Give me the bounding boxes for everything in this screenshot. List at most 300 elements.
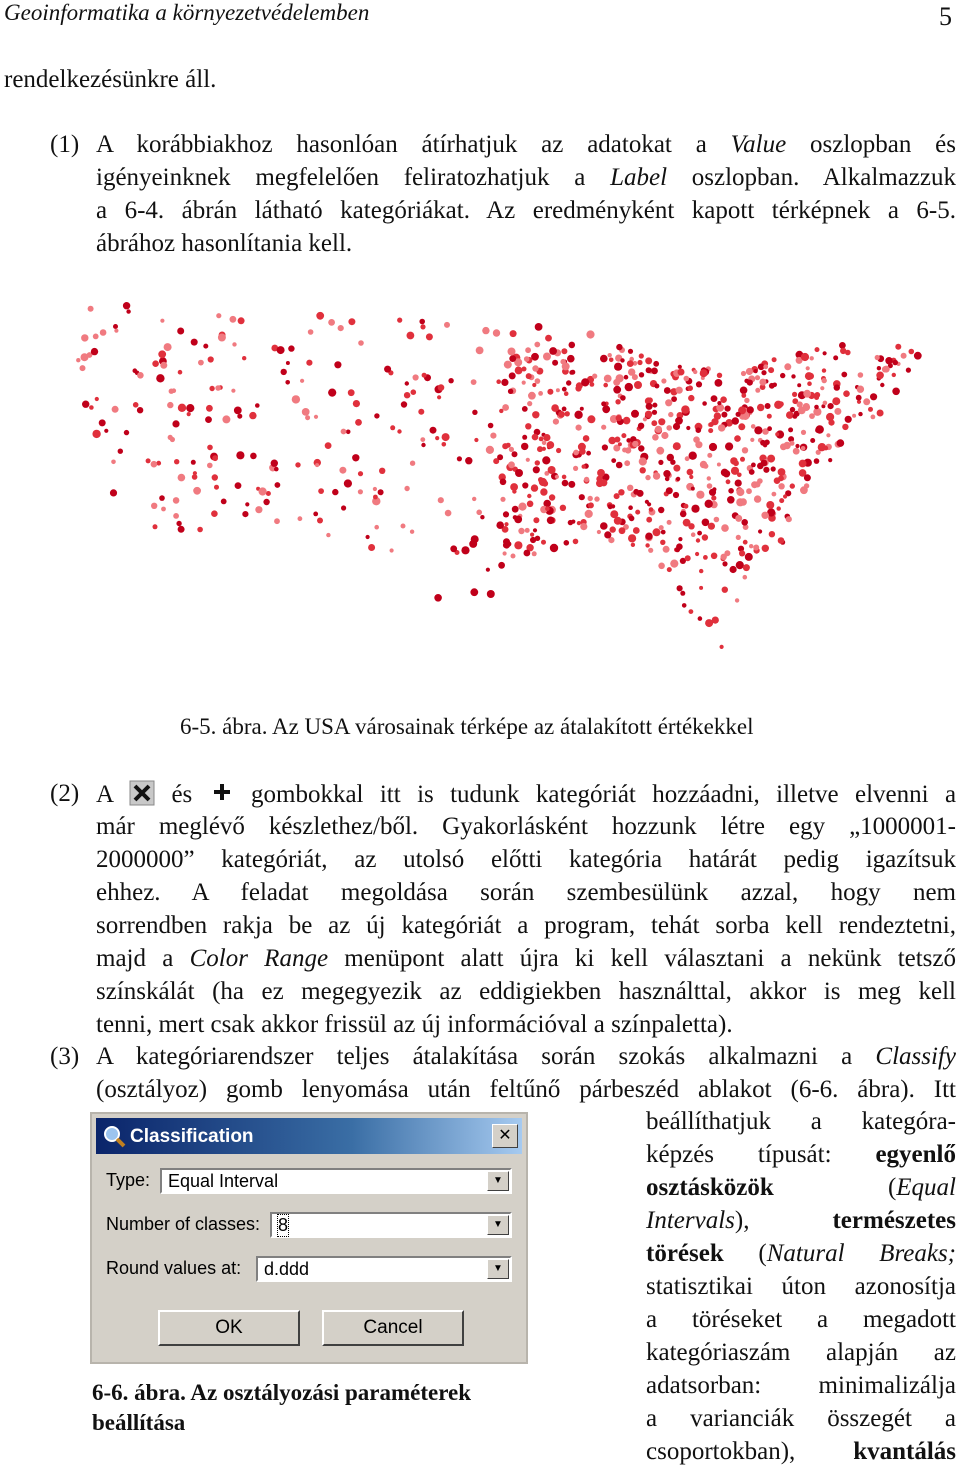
city-dot: [532, 411, 539, 418]
city-dot: [426, 333, 433, 340]
city-dot: [222, 415, 230, 423]
city-dot: [815, 347, 820, 352]
step2-number: (2): [50, 780, 80, 807]
city-dot: [858, 372, 864, 378]
city-dot: [535, 536, 540, 541]
city-dot: [397, 429, 401, 433]
city-dot: [877, 410, 884, 417]
city-dot: [81, 353, 89, 361]
city-dot: [379, 468, 385, 474]
city-dot: [661, 378, 666, 383]
chevron-down-icon[interactable]: ▼: [487, 1259, 509, 1279]
city-dot: [100, 329, 107, 336]
city-dot: [513, 515, 518, 520]
city-dot: [720, 396, 727, 403]
city-dot: [317, 518, 323, 524]
city-dot: [498, 562, 505, 569]
city-dot: [774, 477, 781, 484]
city-dot: [628, 368, 635, 375]
city-dot: [707, 476, 711, 480]
city-dot: [565, 411, 570, 416]
step3-right-line1: beállíthatjuk a kategóra-: [646, 1108, 956, 1135]
city-dot: [614, 517, 622, 525]
step3-line1: A kategóriarendszer teljes átalakítása során szokás alkalmazni a Classify: [96, 1043, 956, 1070]
city-dot: [755, 388, 760, 393]
city-dot: [740, 387, 748, 395]
city-dot: [444, 322, 450, 328]
city-dot: [532, 365, 538, 371]
city-dot: [743, 575, 748, 580]
city-dot: [653, 528, 661, 536]
city-dot: [259, 487, 267, 495]
city-dot: [739, 550, 745, 556]
city-dot: [112, 406, 119, 413]
city-dot: [568, 520, 573, 525]
city-dot: [858, 412, 862, 416]
city-dot: [823, 351, 827, 355]
city-dot: [658, 507, 664, 513]
city-dot: [488, 423, 494, 429]
city-dot: [302, 408, 310, 416]
city-dot: [740, 498, 747, 505]
city-dot: [837, 439, 845, 447]
city-dot: [678, 365, 682, 369]
city-dot: [221, 499, 227, 505]
city-dot: [537, 446, 543, 452]
city-dot: [178, 526, 185, 533]
city-dot: [628, 505, 633, 510]
city-dot: [780, 373, 785, 378]
city-dot: [702, 401, 707, 406]
city-dot: [616, 415, 622, 421]
city-dot: [524, 550, 531, 557]
city-dot: [588, 496, 593, 501]
city-dot: [689, 452, 697, 460]
city-dot: [671, 396, 677, 402]
city-dot: [699, 586, 703, 590]
chevron-down-icon[interactable]: ▼: [487, 1171, 509, 1191]
city-dot: [313, 512, 318, 517]
city-dot: [164, 343, 172, 351]
city-dot: [666, 487, 673, 494]
city-dot: [390, 425, 395, 430]
city-dot: [639, 457, 647, 465]
city-dot: [161, 507, 166, 512]
city-dot: [680, 591, 685, 596]
city-dot: [645, 533, 652, 540]
city-dot: [328, 319, 335, 326]
city-dot: [709, 489, 716, 496]
city-dot: [717, 463, 721, 467]
city-dot: [573, 539, 579, 545]
city-dot: [746, 368, 753, 375]
city-dot: [457, 456, 462, 461]
city-dot: [892, 388, 900, 396]
city-dot: [208, 356, 214, 362]
classes-select[interactable]: 8 ▼: [270, 1212, 512, 1238]
city-dot: [275, 482, 281, 488]
city-dot: [733, 460, 739, 466]
type-select[interactable]: Equal Interval ▼: [160, 1168, 512, 1194]
city-dot: [667, 520, 672, 525]
city-dot: [615, 399, 620, 404]
city-dot: [587, 415, 595, 423]
city-dot: [623, 417, 631, 425]
city-dot: [735, 598, 739, 602]
city-dot: [675, 547, 680, 552]
city-dot: [663, 546, 670, 553]
city-dot: [658, 460, 663, 465]
city-dot: [508, 461, 515, 468]
city-dot: [373, 487, 377, 491]
city-dot: [852, 414, 856, 418]
city-dot: [562, 475, 567, 480]
city-dot: [332, 489, 338, 495]
city-dot: [274, 467, 279, 472]
step2-line3: 2000000” kategóriát, az utolsó előtti kategória határát pedig igazítsuk: [96, 846, 956, 873]
city-dot: [689, 609, 694, 614]
city-dot: [418, 409, 424, 415]
city-dot: [721, 524, 729, 532]
city-dot: [566, 380, 571, 385]
city-dot: [374, 413, 379, 418]
city-dot: [742, 447, 748, 453]
city-dot: [744, 379, 749, 384]
city-dot: [723, 470, 730, 477]
city-dot: [487, 590, 495, 598]
city-dot: [792, 392, 797, 397]
city-dot: [810, 356, 814, 360]
city-dot: [547, 517, 555, 525]
step3-number: (3): [50, 1043, 80, 1070]
city-dot: [404, 392, 410, 398]
city-dot: [840, 348, 846, 354]
city-dot: [610, 526, 616, 532]
city-dot: [814, 392, 820, 398]
city-dot: [828, 458, 832, 462]
city-dot: [353, 400, 360, 407]
city-dot: [906, 368, 911, 373]
city-dot: [235, 482, 242, 489]
city-dot: [438, 384, 445, 391]
city-dot: [814, 405, 819, 410]
city-dot: [803, 390, 811, 398]
classes-label: Number of classes:: [106, 1214, 261, 1234]
running-header: Geoinformatika a környezetvédelemben: [4, 0, 370, 25]
city-dot: [750, 438, 754, 442]
city-dot: [230, 316, 237, 323]
city-dot: [758, 529, 762, 533]
city-dot: [480, 515, 484, 519]
city-dot: [681, 405, 689, 413]
step1-line2: igényeinknek megfelelően feliratozhatjuk a Label oszlopban. Alkalmazzuk: [96, 164, 957, 191]
city-dot: [234, 407, 242, 415]
city-dot: [530, 533, 534, 537]
city-dot: [358, 471, 363, 476]
city-dot: [780, 443, 787, 450]
city-dot: [543, 434, 550, 441]
city-dot: [882, 366, 888, 372]
city-dot: [822, 378, 827, 383]
city-dot: [646, 367, 652, 373]
city-dot: [619, 527, 626, 534]
city-dot: [502, 443, 508, 449]
city-dot: [625, 383, 633, 391]
city-dot: [645, 357, 652, 364]
city-dot: [676, 477, 680, 481]
city-dot: [689, 475, 693, 479]
city-dot: [411, 389, 417, 395]
city-dot: [609, 358, 614, 363]
city-dot: [871, 415, 876, 420]
city-dot: [236, 451, 244, 459]
city-dot: [665, 399, 672, 406]
city-dot: [868, 407, 873, 412]
city-dot: [410, 530, 414, 534]
city-dot: [156, 374, 164, 382]
step2-line8: tenni, mert csak akkor frissül az új információval a színpaletta).: [96, 1011, 733, 1038]
city-dot: [420, 437, 425, 442]
city-dot: [749, 544, 753, 548]
city-dot: [645, 411, 652, 418]
city-dot: [486, 568, 490, 572]
city-dot: [515, 469, 523, 477]
city-dot: [687, 385, 693, 391]
city-dot: [600, 355, 608, 363]
city-dot: [551, 404, 559, 412]
city-dot: [348, 389, 355, 396]
city-dot: [540, 488, 547, 495]
close-button[interactable]: ✕: [492, 1124, 518, 1148]
city-dot: [709, 443, 717, 451]
city-dot: [146, 458, 151, 463]
city-dot: [358, 489, 363, 494]
city-dot: [651, 368, 658, 375]
city-dot: [91, 348, 98, 355]
city-dot: [653, 361, 659, 367]
city-dot: [711, 553, 718, 560]
city-dot: [482, 327, 489, 334]
city-dot: [726, 479, 731, 484]
city-dot: [231, 389, 235, 393]
city-dot: [568, 481, 575, 488]
city-dot: [645, 475, 650, 480]
city-dot: [499, 409, 503, 413]
city-dot: [172, 420, 179, 427]
city-dot: [725, 406, 731, 412]
city-dot: [437, 395, 441, 399]
city-dot: [512, 489, 516, 493]
city-dot: [206, 405, 213, 412]
city-dot: [744, 398, 749, 403]
city-dot: [696, 427, 702, 433]
add-category-icon: [209, 780, 235, 806]
city-dot: [727, 496, 735, 504]
city-dot: [581, 378, 589, 386]
city-dot: [168, 435, 173, 440]
city-dot: [547, 389, 553, 395]
city-dot: [693, 436, 700, 443]
city-dot: [151, 461, 158, 468]
city-dot: [326, 533, 330, 537]
city-dot: [518, 528, 524, 534]
city-dot: [683, 519, 691, 527]
city-dot: [255, 403, 260, 408]
city-dot: [420, 324, 425, 329]
city-dot: [633, 527, 640, 534]
city-dot: [629, 516, 635, 522]
round-select[interactable]: d.ddd ▼: [256, 1256, 512, 1282]
city-dot: [807, 381, 812, 386]
city-dot: [576, 425, 582, 431]
city-dot: [384, 366, 391, 373]
city-dot: [556, 448, 561, 453]
city-dot: [711, 495, 716, 500]
city-dot: [104, 429, 108, 433]
step1-line4: ábrához hasonlítania kell.: [96, 230, 353, 257]
city-dot: [611, 458, 616, 463]
city-dot: [366, 535, 370, 539]
city-dot: [614, 437, 620, 443]
city-dot: [678, 369, 685, 376]
city-dot: [404, 486, 409, 491]
city-dot: [608, 353, 612, 357]
city-dot: [300, 379, 304, 383]
cancel-button[interactable]: Cancel: [322, 1310, 464, 1346]
city-dot: [592, 374, 597, 379]
city-dot: [465, 457, 472, 464]
step1-line1: A korábbiakhoz hasonlóan átírhatjuk az adatokat a Value oszlopban és: [96, 131, 957, 158]
city-dot: [816, 425, 824, 433]
city-dot: [613, 386, 621, 394]
city-dot: [216, 313, 221, 318]
city-dot: [790, 483, 795, 488]
city-dot: [684, 376, 690, 382]
city-dot: [198, 360, 204, 366]
city-dot: [643, 417, 647, 421]
city-dot: [651, 420, 657, 426]
city-dot: [736, 412, 741, 417]
city-dot: [203, 344, 208, 349]
city-dot: [88, 306, 94, 312]
city-dot: [535, 378, 541, 384]
city-dot: [80, 365, 86, 371]
type-label: Type:: [106, 1170, 151, 1190]
city-dot: [580, 407, 584, 411]
city-dot: [325, 442, 332, 449]
city-dot: [826, 413, 834, 421]
city-dot: [880, 383, 884, 387]
city-dot: [743, 540, 748, 545]
city-dot: [832, 397, 840, 405]
chevron-down-icon[interactable]: ▼: [487, 1215, 509, 1235]
city-dot: [751, 481, 758, 488]
city-dot: [660, 540, 665, 545]
city-dot: [214, 485, 219, 490]
city-dot: [526, 458, 530, 462]
step3-right-line4: Intervals), természetes: [646, 1207, 956, 1234]
city-dot: [111, 460, 116, 465]
city-dot: [761, 512, 768, 519]
city-dot: [708, 428, 713, 433]
city-dot: [374, 525, 379, 530]
city-dot: [786, 516, 792, 522]
figure6-caption: 6-6. ábra. Az osztályozási paraméterek beállítása: [92, 1380, 471, 1435]
city-dot: [649, 507, 654, 512]
city-dot: [178, 474, 186, 482]
city-dot: [777, 506, 781, 510]
city-dot: [670, 560, 678, 568]
city-dot: [430, 427, 437, 434]
city-dot: [277, 346, 285, 354]
city-dot: [691, 505, 699, 513]
city-dot: [245, 502, 249, 506]
city-dot: [552, 360, 558, 366]
ok-button[interactable]: OK: [158, 1310, 300, 1346]
city-dot: [569, 370, 574, 375]
city-dot: [496, 379, 501, 384]
city-dot: [645, 543, 649, 547]
city-dot: [334, 361, 341, 368]
city-dot: [659, 525, 664, 530]
city-dot: [685, 555, 691, 561]
city-dot: [476, 510, 482, 516]
city-dot: [757, 478, 763, 484]
city-dot: [647, 502, 651, 506]
city-dot: [137, 407, 143, 413]
city-dot: [876, 372, 884, 380]
city-dot: [722, 561, 727, 566]
city-dot: [658, 563, 665, 570]
city-dot: [735, 480, 742, 487]
city-dot: [788, 427, 793, 432]
city-dot: [410, 461, 415, 466]
city-dot: [755, 375, 760, 380]
city-dot: [562, 480, 569, 487]
city-dot: [810, 438, 815, 443]
city-dot: [699, 569, 703, 573]
city-dot: [205, 416, 212, 423]
city-dot: [721, 412, 727, 418]
city-dot: [740, 457, 745, 462]
city-dot: [637, 360, 642, 365]
city-dot: [778, 468, 786, 476]
city-dot: [700, 369, 708, 377]
city-dot: [274, 518, 280, 524]
city-dot: [341, 429, 347, 435]
city-dot: [567, 355, 575, 363]
city-dot: [775, 432, 779, 436]
city-dot: [314, 415, 318, 419]
city-dot: [92, 430, 100, 438]
city-dot: [602, 405, 610, 413]
city-dot: [877, 366, 881, 370]
city-dot: [212, 474, 218, 480]
city-dot: [801, 353, 809, 361]
city-dot: [448, 378, 453, 383]
city-dot: [583, 435, 590, 442]
city-dot: [242, 356, 246, 360]
city-dot: [173, 497, 180, 504]
city-dot: [93, 334, 99, 340]
step2-line1: A és gombokkal itt is tudunk kategóriát hozzáadni, illetve elvenni a: [96, 781, 957, 808]
city-dot: [720, 645, 724, 649]
city-dot: [82, 401, 89, 408]
city-dot: [186, 404, 194, 412]
city-dot: [790, 441, 795, 446]
city-dot: [114, 329, 118, 333]
city-dot: [564, 540, 570, 546]
